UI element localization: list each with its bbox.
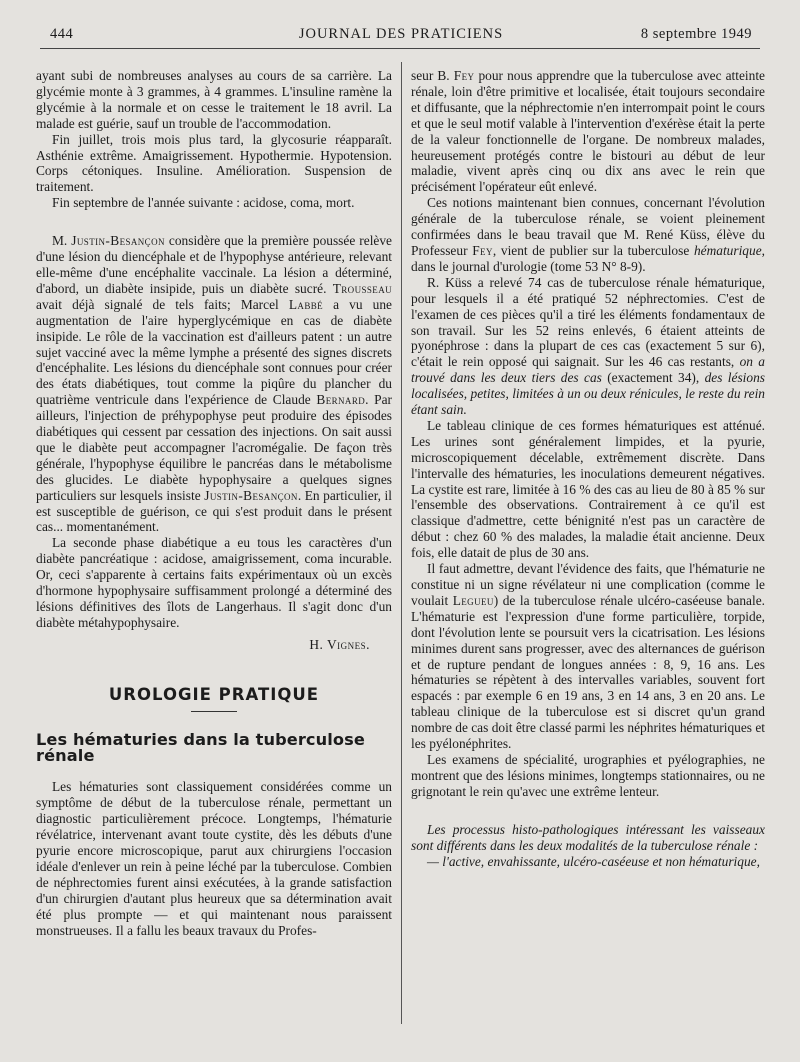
- page-number: 444: [50, 26, 74, 42]
- article-paragraph-4: [411, 275, 765, 418]
- header-rule: [40, 48, 760, 49]
- italic-text: on a trouvé dans les deux tiers des cas: [411, 354, 765, 386]
- article-paragraph-2: [411, 68, 765, 195]
- page-header: [50, 26, 752, 46]
- discussion-paragraph: [36, 233, 392, 535]
- text-run: , dans le journal d'urologie (tome 53 N° 8-9).: [411, 242, 765, 274]
- conclusion-paragraph: La seconde phase diabétique a eu tous les caractères d'un diabète pancréatique : acidose, amaigrissement, coma incurable. Or, ceci s'apparente à certains faits expérimentaux où un excès d'hormone hypophysaire suffisamment prolongé a déterminé des lésions définitives des îlots de Langerhaus. Il s'agit donc d'un diabète métahypophysaire.: [36, 535, 392, 630]
- italic-text: — l'active, envahissante, ulcéro-caséeuse et non hématurique,: [427, 853, 760, 869]
- text-run: considère que la première poussée relève d'une lésion du diencéphale et de l'hypophyse antérieure, relevant elle-même d'une encéphalite vaccinale. La lésion a déterminé, d'abord, un diabète insipide, puis un diabète sucré.: [36, 233, 392, 296]
- article-paragraph-6: [411, 561, 765, 752]
- article-paragraph-1: Les hématuries sont classiquement considérées comme un symptôme de début de la tuberculose rénale, permettant un diagnostic particulièrement précoce. Longtemps, l'hématurie révélatrice, intervenant avant toute cystite, dès les débuts d'une pyurie encore microscopique, parut aux chirurgiens l'occasion idéale d'enlever un rein à peine léché par la tuberculose. Combien de néphrectomies furent ainsi exécutées, à la grande satisfaction d'un chirurgien d'autant plus heureux que sa détermination avait été plus prompte — et qui maintenant nous paraissent monstrueuses. Il a fallu les beaux travaux du Profes-: [36, 779, 392, 938]
- author-name: Fey: [472, 242, 493, 258]
- right-column: [411, 68, 765, 869]
- author-name: Justin-Besançon: [204, 487, 298, 503]
- author-name: Trousseau: [332, 280, 392, 296]
- author-name: Labbé: [288, 296, 324, 312]
- text-run: Il faut admettre, devant l'évidence des faits, que l'hématurie ne constitue ni un signe révélateur ni une complication (comme le voulait: [411, 561, 765, 608]
- section-divider: [191, 711, 237, 712]
- text-run: seur B.: [411, 68, 454, 83]
- journal-title: JOURNAL DES PRATICIENS: [298, 26, 504, 42]
- text-run: ) de la tuberculose rénale ulcéro-caséeuse banale. L'hématurie est l'expression d'une forme particulière, torpide, dont l'évolution lente se poursuit vers la cicatrisation. Les lésions minimes durent sans progresser, avec des alternances de guérison et de rupture pendant de longues années : 8, 9, 16 ans. Les hématuries se répètent à des intervalles variables, souvent fort espacés : par exemple 6 en 19 ans, 3 en 14 ans, 3 en 20 ans. Le tableau clinique de la tuberculose est si discret qu'un grand nombre de cas doit être classé parmi les néphrites hématuriques et les pyélonéphrites.: [411, 592, 765, 752]
- article-paragraph-7: Les examens de spécialité, urographies et pyélographies, ne montrent que des lésions minimes, longtemps stationnaires, ou ne grignotant le rein qu'avec une extrême lenteur.: [411, 751, 765, 799]
- case-paragraph-3: Fin septembre de l'année suivante : acidose, coma, mort.: [52, 195, 355, 211]
- text-run: R. Küss a relevé 74 cas de tuberculose rénale hématurique, pour lesquels il a été pratiqué 52 néphrectomies. C'est de l'examen de ces pièces qu'il a tiré les éléments fondamentaux de son travail. Sur les 52 reins enlevés, 6 étaient atteints de pyonéphrose : dans la plupart de ces cas (exactement 5 sur 6), c'était le rein opposé qui saignait. Sur les 46 cas restants,: [411, 274, 765, 370]
- column-rule: [401, 62, 402, 1024]
- text-run: . En particulier, il est susceptible de guérison, ce qui s'est produit dans le présent cas... momentanément.: [36, 487, 392, 535]
- text-run: . Par ailleurs, l'injection de préhypophyse peut produire des épisodes diabétiques qui cessent par cessation des injections. On sait aussi que le diabète peut accompagner l'acromégalie. De façon très générale, l'hypophyse équilibre le pancréas dans le métabolisme des glucides. Le diabète hypophysaire a quelques signes particuliers sur lesquels insiste: [36, 392, 393, 503]
- text-run: avait déjà signalé de tels faits; Marcel: [36, 296, 289, 312]
- left-column: [36, 68, 392, 939]
- text-run: a vu une augmentation de l'aire hyperglycémique en cas de diabète insipide. Le rôle de la vaccination est d'ailleurs patent : un autre sujet vacciné avec la même lymphe a présenté des signes discrets d'encéphalite. Les lésions du diencéphale sont connues pour créer des états diabétiques, tout comme la piqûre du plancher du quatrième ventricule dans l'expérience de Claude: [36, 296, 392, 408]
- author-name: Bernard: [316, 392, 366, 408]
- text-run: pour nous apprendre que la tuberculose avec atteinte rénale, loin d'être primitive et localisée, était toujours secondaire et diffusante, que la néphrectomie n'en interrompait point le cours et que le seul motif valable à l'intervention d'exérèse était la perte de la valeur fonctionnelle de l'organe. De nombreux malades, heureusement protégés contre le bistouri au début de leur maladie, vivent après cinq ou dix ans avec le rein que précisément l'opérateur eût enlevé.: [411, 68, 765, 195]
- section-heading: UROLOGIE PRATIQUE: [108, 684, 320, 704]
- case-paragraph-2: Fin juillet, trois mois plus tard, la glycosurie réapparaît. Asthénie extrême. Amaigrissement. Hypothermie. Hypotension. Corps cétoniques. Insuline. Amélioration. Suspension de traitement.: [36, 131, 392, 195]
- author-name: Justin-Besançon: [71, 233, 165, 249]
- article-title: Les hématuries dans la tuberculose rénale: [36, 729, 365, 765]
- author-name: Fey: [453, 68, 475, 83]
- author-name: Legueu: [452, 592, 494, 608]
- article-paragraph-8: [411, 822, 765, 854]
- text-run: (exactement 34),: [601, 370, 705, 386]
- author-signature: H. Vignes.: [309, 636, 370, 652]
- text-run: Ces notions maintenant bien connues, concernant l'évolution générale de la tuberculose rénale, se voient pleinement confirmées dans le beau travail que M. René Küss, élève du Professeur: [411, 195, 765, 258]
- italic-text: hématurique: [693, 242, 762, 258]
- italic-text: des lésions localisées, petites, limitées à un ou deux rénicules, le reste du rein étant sain.: [411, 370, 765, 418]
- case-paragraph-1: ayant subi de nombreuses analyses au cours de sa carrière. La glycémie monte à 3 grammes, à 4 grammes. L'insuline ramène la glycémie à la normale et on cesse le traitement le 18 avril. La malade est guérie, sauf un trouble de l'accommodation.: [36, 68, 392, 131]
- article-paragraph-9: [411, 854, 765, 870]
- article-paragraph-3: [411, 195, 765, 275]
- italic-text: Les processus histo-pathologiques intéressant les vaisseaux sont différents dans les deux modalités de la tuberculose rénale :: [411, 821, 765, 853]
- article-paragraph-5: Le tableau clinique de ces formes hématuriques est atténué. Les urines sont généralement limpides, et la pyurie, microscopiquement décelable, extrêmement discrète. Dans l'intervalle des hématuries, les inoculations demeurent négatives. La cystite est rare, limitée à 16 % des cas au lieu de 80 à 85 % sur l'ensemble des observations. Contrairement à ce qu'il est classique d'admettre, cette bénignité n'est pas un caractère de début : chez 60 % des malades, la maladie était ancienne. Deux fois, elle datait de plus de 30 ans.: [411, 417, 765, 561]
- text-run: , vient de publier sur la tuberculose: [492, 242, 694, 258]
- text-run: M.: [52, 233, 72, 249]
- issue-date: 8 septembre 1949: [640, 26, 752, 42]
